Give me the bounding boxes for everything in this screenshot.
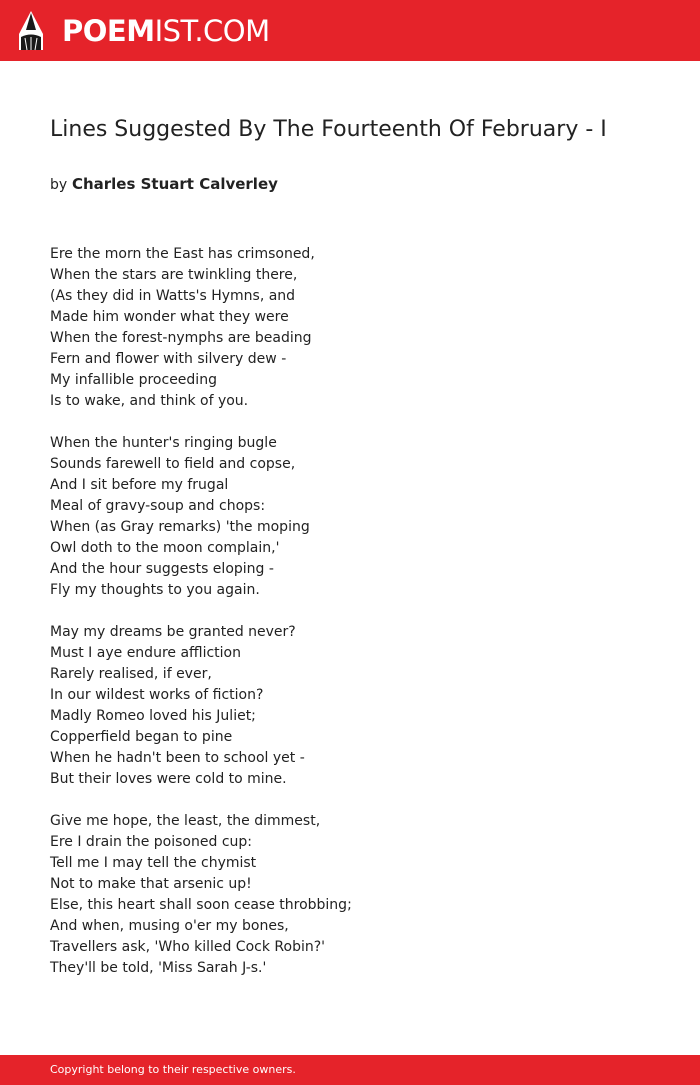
poem-line: Travellers ask, 'Who killed Cock Robin?' bbox=[50, 939, 325, 955]
poem-line: Madly Romeo loved his Juliet; bbox=[50, 708, 256, 724]
poem-line: And when, musing o'er my bones, bbox=[50, 918, 289, 934]
poem-line: May my dreams be granted never? bbox=[50, 624, 296, 640]
stanza bbox=[50, 622, 650, 790]
site-header bbox=[0, 0, 700, 61]
poem-line: Copperfield began to pine bbox=[50, 729, 233, 745]
poem-line: In our wildest works of fiction? bbox=[50, 687, 264, 703]
poem-line: They'll be told, 'Miss Sarah J-s.' bbox=[50, 960, 267, 976]
pen-nib-icon[interactable] bbox=[18, 10, 44, 51]
poem-line: When the hunter's ringing bugle bbox=[50, 435, 277, 451]
poem-line: Else, this heart shall soon cease throbbing; bbox=[50, 897, 352, 913]
byline-prefix: by bbox=[50, 177, 68, 193]
poem-line: Ere I drain the poisoned cup: bbox=[50, 834, 252, 850]
site-footer bbox=[0, 1055, 700, 1085]
author-name[interactable]: Charles Stuart Calverley bbox=[71, 175, 278, 193]
logo-light-text: IST.COM bbox=[154, 14, 270, 48]
poem-line: Not to make that arsenic up! bbox=[50, 876, 252, 892]
poem-line: When the forest-nymphs are beading bbox=[50, 330, 312, 346]
poem-line: Made him wonder what they were bbox=[50, 309, 289, 325]
poem-line: Sounds farewell to field and copse, bbox=[50, 456, 296, 472]
poem-line: Must I aye endure affliction bbox=[50, 645, 241, 661]
poem-line: Meal of gravy-soup and chops: bbox=[50, 498, 266, 514]
logo-bold-text: POEM bbox=[62, 14, 155, 48]
poem-line: When he hadn't been to school yet - bbox=[50, 750, 305, 766]
stanza bbox=[50, 811, 650, 979]
poem-title: Lines Suggested By The Fourteenth Of February - I bbox=[50, 117, 607, 142]
stanza bbox=[50, 433, 650, 601]
site-logo[interactable] bbox=[62, 14, 270, 48]
poem-line: Fern and flower with silvery dew - bbox=[50, 351, 287, 367]
poem-line: (As they did in Watts's Hymns, and bbox=[50, 288, 296, 304]
poem-body bbox=[50, 244, 650, 1000]
poem-line: My infallible proceeding bbox=[50, 372, 217, 388]
poem-line: Give me hope, the least, the dimmest, bbox=[50, 813, 321, 829]
stanza bbox=[50, 244, 650, 412]
poem-line: But their loves were cold to mine. bbox=[50, 771, 287, 787]
copyright-notice: Copyright belong to their respective owners. bbox=[50, 1063, 296, 1076]
poem-line: Is to wake, and think of you. bbox=[50, 393, 249, 409]
byline bbox=[50, 174, 278, 195]
poem-line: Fly my thoughts to you again. bbox=[50, 582, 260, 598]
poem-line: When the stars are twinkling there, bbox=[50, 267, 298, 283]
poem-line: Ere the morn the East has crimsoned, bbox=[50, 246, 315, 262]
poem-line: Owl doth to the moon complain,' bbox=[50, 540, 280, 556]
poem-line: When (as Gray remarks) 'the moping bbox=[50, 519, 310, 535]
poem-line: And the hour suggests eloping - bbox=[50, 561, 274, 577]
poem-line: Rarely realised, if ever, bbox=[50, 666, 212, 682]
poem-line: And I sit before my frugal bbox=[50, 477, 229, 493]
poem-line: Tell me I may tell the chymist bbox=[50, 855, 257, 871]
